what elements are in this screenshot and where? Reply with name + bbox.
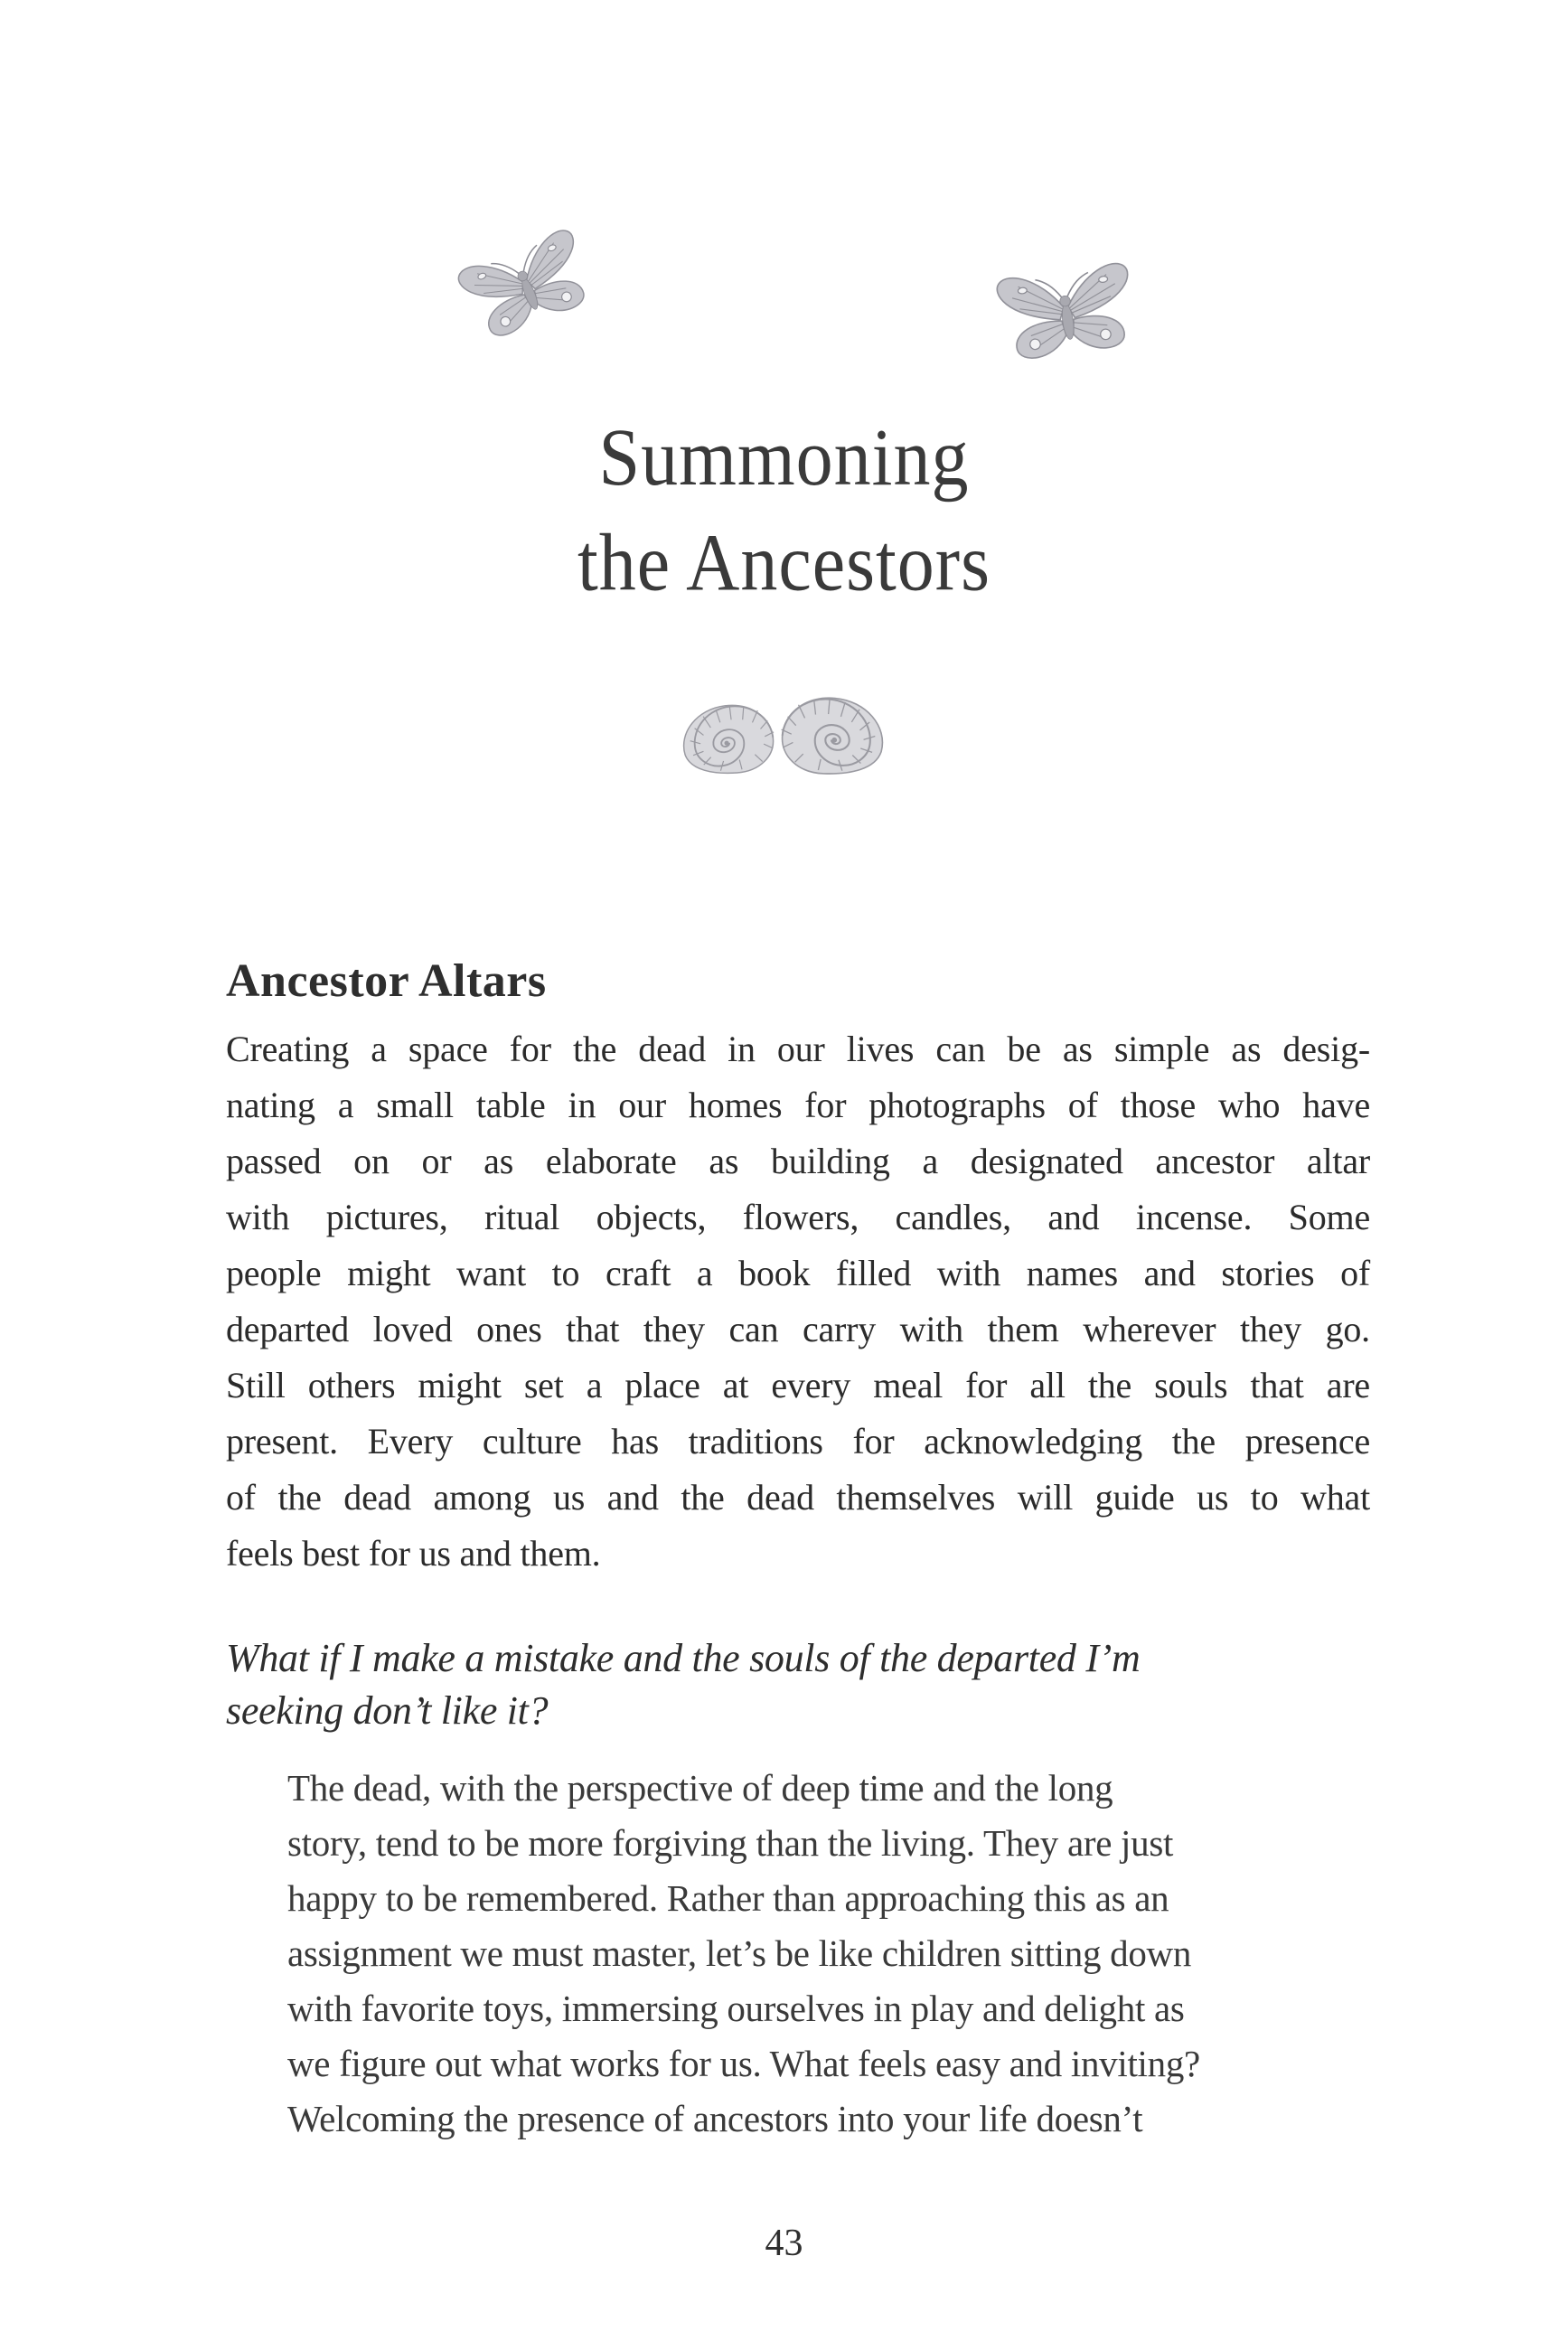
question-line: What if I make a mistake and the souls of the departed I’m bbox=[226, 1636, 1141, 1680]
paragraph-line: people might want to craft a book filled with names and stories of bbox=[226, 1253, 1370, 1293]
answer-line: with favorite toys, immersing ourselves in play and delight as bbox=[287, 1988, 1185, 2029]
paragraph-line: nating a small table in our homes for photographs of those who have bbox=[226, 1085, 1370, 1125]
paragraph-line: present. Every culture has traditions for acknowledging the presence bbox=[226, 1421, 1370, 1462]
answer-paragraph bbox=[287, 1761, 1354, 2147]
butterfly-icon bbox=[440, 204, 611, 364]
butterfly-right-illustration bbox=[984, 238, 1149, 383]
paragraph-line: Creating a space for the dead in our lives can be as simple as desig- bbox=[226, 1029, 1370, 1069]
paragraph-line: Still others might set a place at every meal for all the souls that are bbox=[226, 1365, 1370, 1405]
answer-line: Welcoming the presence of ancestors into your life doesn’t bbox=[287, 2098, 1143, 2139]
answer-line: story, tend to be more forgiving than the living. They are just bbox=[287, 1822, 1174, 1864]
answer-line: we figure out what works for us. What feels easy and inviting? bbox=[287, 2043, 1200, 2084]
paragraph-line: passed on or as elaborate as building a designated ancestor altar bbox=[226, 1141, 1370, 1181]
paragraph-line: of the dead among us and the dead themselves will guide us to what bbox=[226, 1477, 1370, 1518]
answer-line: The dead, with the perspective of deep time and the long bbox=[287, 1767, 1113, 1809]
page-title-line1: Summoning bbox=[598, 411, 970, 503]
page-title-line2: the Ancestors bbox=[577, 517, 991, 608]
question-line: seeking don’t like it? bbox=[226, 1688, 549, 1733]
section-heading: Ancestor Altars bbox=[226, 955, 547, 1007]
paragraph-line: departed loved ones that they can carry with them wherever they go. bbox=[226, 1309, 1370, 1349]
nautilus-shell-icon bbox=[769, 678, 897, 793]
paragraph-line: with pictures, ritual objects, flowers, candles, and incense. Some bbox=[226, 1197, 1370, 1237]
question-heading bbox=[226, 1632, 1370, 1737]
answer-line: assignment we must master, let’s be like children sitting down bbox=[287, 1932, 1192, 1974]
butterfly-left-illustration bbox=[440, 204, 611, 364]
body-paragraph bbox=[226, 1021, 1370, 1582]
nautilus-shell-icon bbox=[669, 686, 786, 792]
butterfly-icon bbox=[984, 238, 1149, 383]
page-number: 43 bbox=[765, 2223, 803, 2264]
paragraph-line: feels best for us and them. bbox=[226, 1533, 601, 1574]
page-title bbox=[0, 405, 1568, 616]
nautilus-shells-illustration bbox=[674, 683, 895, 790]
answer-line: happy to be remembered. Rather than approaching this as an bbox=[287, 1877, 1169, 1919]
